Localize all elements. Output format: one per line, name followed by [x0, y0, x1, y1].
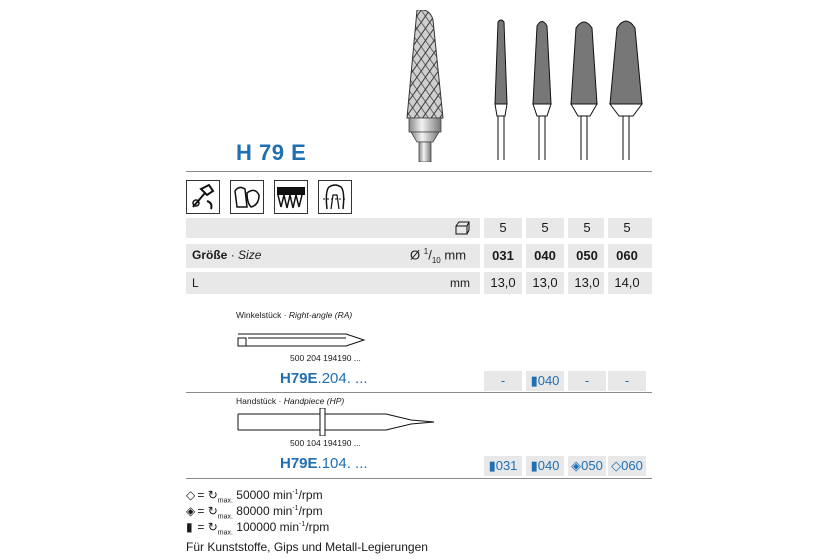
rotation-icon: ↻ — [207, 504, 218, 518]
package-icon — [454, 221, 470, 235]
ra-cell-060[interactable]: - — [608, 371, 646, 391]
legend-item-50000: ◇ = $↻_{max.}$ 50000 $\min^{-1}$/rpm — [186, 488, 323, 505]
length-unit: mm — [450, 276, 470, 290]
model-icon — [230, 180, 264, 214]
ra-cell-050[interactable]: - — [568, 371, 606, 391]
filled-bar-icon: ▮ — [530, 458, 538, 473]
bur-outline-031 — [486, 18, 516, 160]
size-unit: Ø $^1/_{10}$ mm — [410, 247, 467, 265]
legend-item-80000: ◈ = $↻_{max.}$ 80000 $\min^{-1}$/rpm — [186, 504, 323, 521]
length-label: L — [192, 276, 199, 290]
size-040: 040 — [534, 248, 556, 263]
hp-cell-060[interactable]: ◇060 — [608, 456, 646, 476]
length-031: 13,0 — [490, 275, 516, 290]
size-050: 050 — [576, 248, 598, 263]
divider-mid — [186, 392, 652, 393]
bur-outline-060 — [606, 16, 646, 160]
pack-qty-060: 5 — [608, 218, 646, 238]
ra-shank-illustration — [236, 324, 366, 350]
filled-bar-icon: ▮ — [530, 373, 538, 388]
hp-label: Handstück · Handpiece (HP) — [236, 396, 345, 406]
hp-cell-050[interactable]: ◈050 — [568, 456, 606, 476]
crown-icon — [318, 180, 352, 214]
open-diamond-icon: ◇ — [611, 458, 622, 473]
length-040: 13,0 — [532, 275, 558, 290]
pack-qty-050: 5 — [568, 218, 606, 238]
ra-cell-031[interactable]: - — [484, 371, 522, 391]
legend-item-100000: ▮ = $↻_{max.}$ 100000 $\min^{-1}$/rpm — [186, 520, 330, 537]
usage-note: Für Kunststoffe, Gips und Metall-Legierungen — [186, 540, 428, 554]
filled-bar-icon: ▮ — [488, 458, 496, 473]
hp-order-code: H79E.104. ... — [280, 455, 368, 472]
bur-illustration-large — [395, 10, 465, 162]
ra-order-code: H79E.204. ... — [280, 370, 368, 387]
denture-icon — [274, 180, 308, 214]
ra-cell-040[interactable]: ▮040 — [526, 371, 564, 391]
hp-cell-040[interactable]: ▮040 — [526, 456, 564, 476]
pack-qty-031: 5 — [484, 218, 522, 238]
size-label: Größe · Size — [192, 248, 262, 262]
lab-handpiece-icon — [186, 180, 220, 214]
size-060: 060 — [616, 248, 638, 263]
rotation-icon: ↻ — [207, 520, 218, 534]
ra-label: Winkelstück · Right-angle (RA) — [236, 310, 353, 320]
half-diamond-icon: ◈ — [571, 458, 582, 473]
pack-qty-040: 5 — [526, 218, 564, 238]
hp-shank-illustration — [236, 408, 436, 436]
bur-outline-040 — [527, 18, 557, 160]
rotation-icon: ↻ — [207, 488, 218, 502]
product-title: H 79 E — [236, 140, 307, 165]
hp-cell-031[interactable]: ▮031 — [484, 456, 522, 476]
hp-reference: 500 104 194190 ... — [290, 438, 361, 448]
divider-top — [186, 171, 652, 172]
divider-bottom — [186, 478, 652, 479]
ra-reference: 500 204 194190 ... — [290, 353, 361, 363]
bur-outline-050 — [566, 18, 602, 160]
size-031: 031 — [492, 248, 514, 263]
length-050: 13,0 — [574, 275, 600, 290]
length-060: 14,0 — [614, 275, 640, 290]
